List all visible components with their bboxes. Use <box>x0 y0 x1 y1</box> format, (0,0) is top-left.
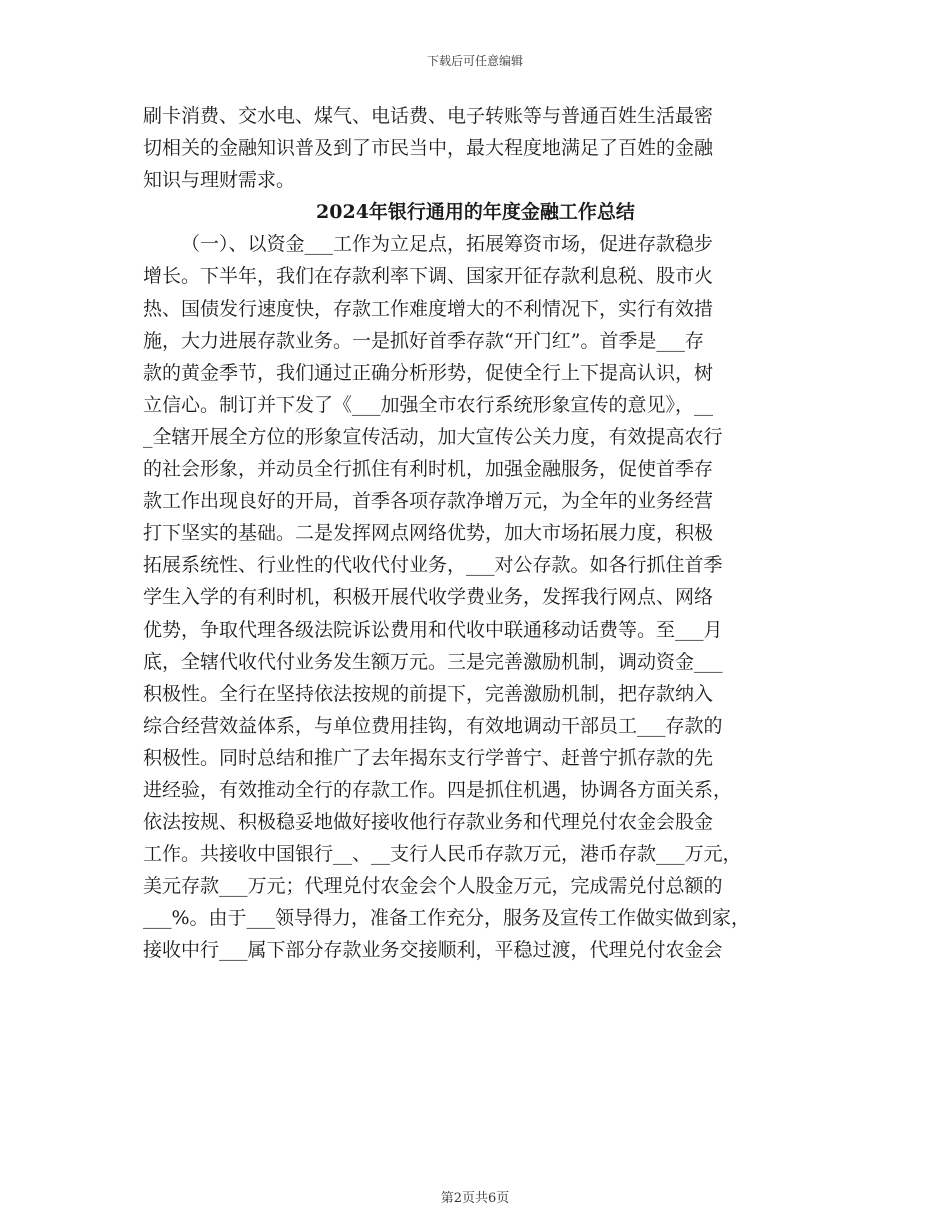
paragraph-line: 施，大力进展存款业务。一是抓好首季存款“开门红”。首季是___存 <box>143 329 704 352</box>
paragraph-line: 工作。共接收中国银行__、__支行人民币存款万元，港币存款___万元， <box>143 843 742 866</box>
paragraph-line: 综合经营效益体系，与单位费用挂钩，有效地调动干部员工___存款的 <box>143 714 723 737</box>
intro-line: 切相关的金融知识普及到了市民当中，最大程度地满足了百姓的金融 <box>143 137 714 160</box>
paragraph-line: 增长。下半年，我们在存款利率下调、国家开征存款利息税、股市火 <box>143 265 714 288</box>
document-title: 2024年银行通用的年度金融工作总结 <box>316 201 635 224</box>
paragraph-line: 热、国债发行速度快，存款工作难度增大的不利情况下，实行有效措 <box>143 297 714 320</box>
document-body <box>143 100 808 1100</box>
paragraph-line: 接收中行___属下部分存款业务交接顺利，平稳过渡，代理兑付农金会 <box>143 939 723 962</box>
paragraph-line: 进经验，有效推动全行的存款工作。四是抓住机遇，协调各方面关系， <box>143 778 733 801</box>
intro-line: 刷卡消费、交水电、煤气、电话费、电子转账等与普通百姓生活最密 <box>143 105 714 127</box>
paragraph-line: （一）、以资金___工作为立足点，拓展筹资市场，促进存款稳步 <box>181 233 714 256</box>
paragraph-line: 学生入学的有利时机，积极开展代收学费业务，发挥我行网点、网络 <box>143 586 714 609</box>
paragraph-line: _全辖开展全方位的形象宣传活动，加大宣传公关力度，有效提高农行 <box>143 425 723 448</box>
paragraph-line: 依法按规、积极稳妥地做好接收他行存款业务和代理兑付农金会股金 <box>143 811 714 834</box>
paragraph-line: 美元存款___万元；代理兑付农金会个人股金万元，完成需兑付总额的 <box>143 875 723 898</box>
paragraph-line: 拓展系统性、行业性的代收代付业务，___对公存款。如各行抓住首季 <box>143 554 723 577</box>
paragraph-line: 优势，争取代理各级法院诉讼费用和代收中联通移动话费等。至___月 <box>143 618 723 641</box>
paragraph-line: 打下坚实的基础。二是发挥网点网络优势，加大市场拓展力度，积极 <box>143 522 714 545</box>
paragraph-line: 底，全辖代收代付业务发生额万元。三是完善激励机制，调动资金___ <box>143 650 723 673</box>
intro-line: 知识与理财需求。 <box>143 169 296 192</box>
paragraph-line: 积极性。同时总结和推广了去年揭东支行学普宁、赶普宁抓存款的先 <box>143 746 714 769</box>
page-header-note: 下载后可任意编辑 <box>426 54 523 68</box>
paragraph-line: 款工作出现良好的开局，首季各项存款净增万元，为全年的业务经营 <box>143 490 714 513</box>
paragraph-line: 的社会形象，并动员全行抓住有利时机，加强金融服务，促使首季存 <box>143 458 714 481</box>
paragraph-line: 款的黄金季节，我们通过正确分析形势，促使全行上下提高认识，树 <box>143 361 714 384</box>
paragraph-line: ___%。由于___领导得力，准备工作充分，服务及宣传工作做实做到家， <box>143 907 751 930</box>
paragraph-line: 积极性。全行在坚持依法按规的前提下，完善激励机制，把存款纳入 <box>143 682 714 705</box>
paragraph-line: 立信心。制订并下发了《___加强全市农行系统形象宣传的意见》，__ <box>143 393 714 416</box>
page-number: 第2页共6页 <box>440 1191 510 1206</box>
